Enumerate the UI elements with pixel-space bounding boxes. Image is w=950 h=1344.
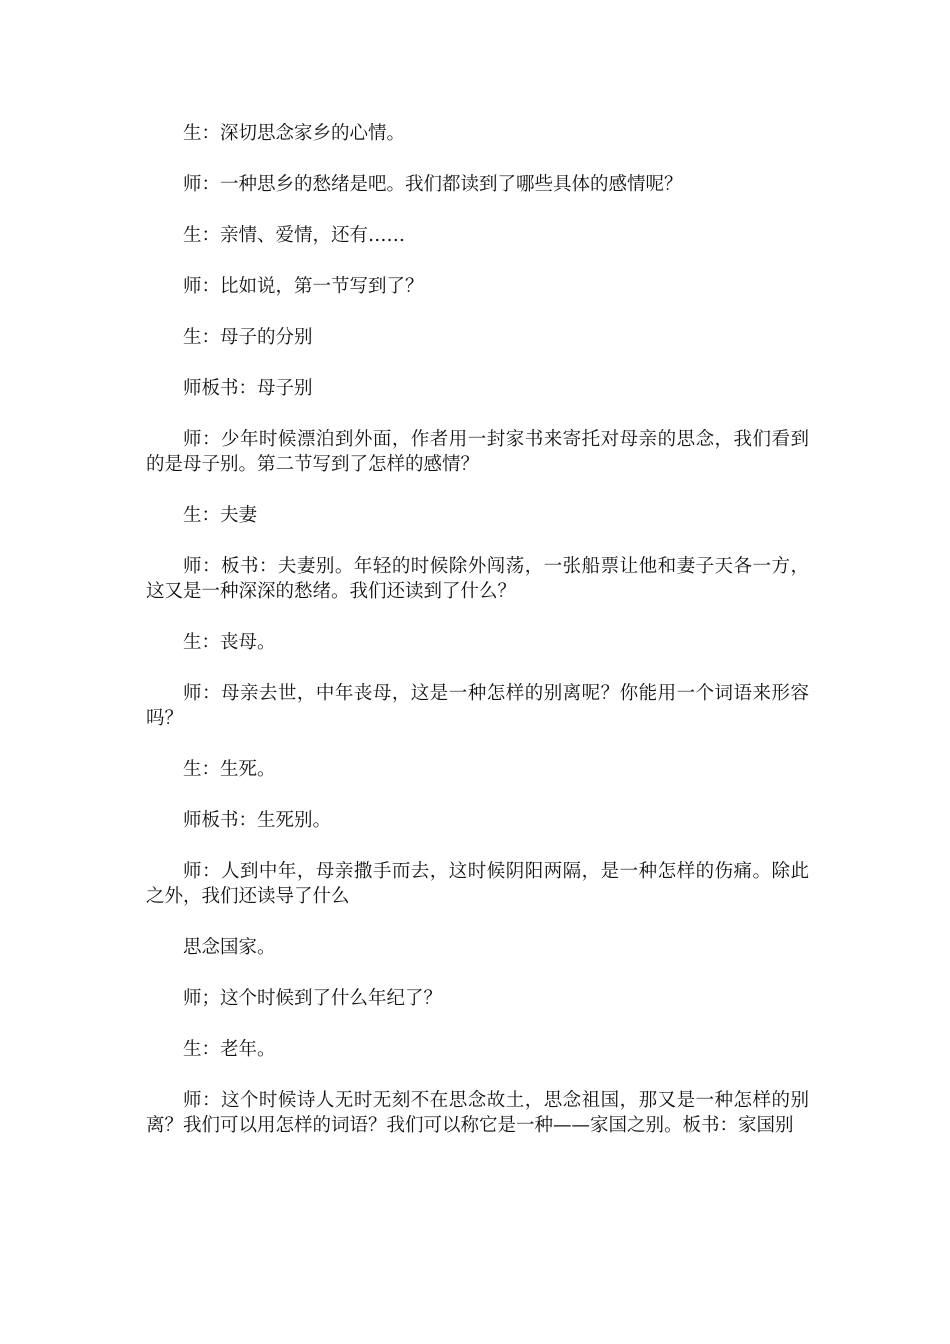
paragraph-student-answer-2: 生：亲情、爱情，还有…… [183,225,406,246]
paragraph-student-answer-8: 生：老年。 [183,1039,276,1060]
paragraph-teacher-question-4: 师；这个时候到了什么年纪了？ [183,988,443,1009]
paragraph-teacher-comment-3: 师：人到中年，母亲撒手而去，这时候阴阳两隔，是一种怎样的伤痛。除此之外，我们还读导了什么 [146,861,809,907]
paragraph-teacher-question-2: 师：比如说，第一节写到了？ [183,276,424,297]
paragraph-board-note-2: 师板书：生死别。 [183,810,332,831]
paragraph-student-answer-1: 生：深切思念家乡的心情。 [183,123,406,144]
paragraph-teacher-question-3: 师：母亲去世，中年丧母，这是一种怎样的别离呢？你能用一个词语来形容吗？ [146,683,809,729]
paragraph-teacher-comment-2: 师：板书：夫妻别。年轻的时候除外闯荡，一张船票让他和妻子天各一方，这又是一种深深的愁绪。我们还读到了什么？ [146,556,809,602]
paragraph-teacher-question-1: 师：一种思乡的愁绪是吧。我们都读到了哪些具体的感情呢？ [183,174,683,195]
paragraph-teacher-comment-1: 师：少年时候漂泊到外面，作者用一封家书来寄托对母亲的思念，我们看到的是母子别。第二节写到了怎样的感情？ [146,429,809,475]
paragraph-student-answer-3: 生：母子的分别 [183,327,313,348]
document-body [146,121,809,1164]
paragraph-student-answer-4: 生：夫妻 [183,505,258,526]
paragraph-board-note-1: 师板书：母子别 [183,378,313,399]
paragraph-teacher-comment-4: 师：这个时候诗人无时无刻不在思念故土，思念祖国，那又是一种怎样的别离？我们可以用怎样的词语？我们可以称它是一种——家国之别。板书：家国别 [146,1090,809,1136]
paragraph-student-answer-6: 生：生死。 [183,759,276,780]
paragraph-student-answer-5: 生：丧母。 [183,632,276,653]
paragraph-student-answer-7: 思念国家。 [183,937,276,958]
